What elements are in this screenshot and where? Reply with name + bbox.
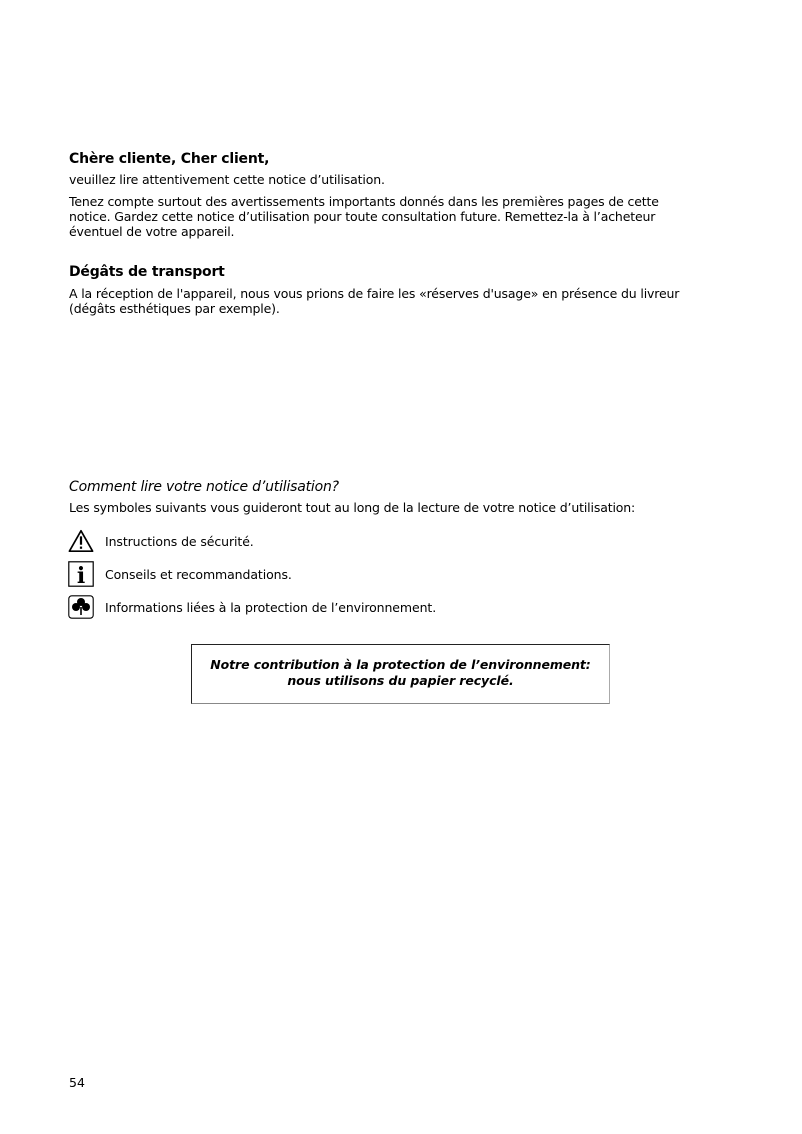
howto-intro: Les symboles suivants vous guideront tout au long de la lecture de votre notice d’utilisation: bbox=[69, 500, 636, 515]
greeting-title: Chère cliente, Cher client, bbox=[69, 151, 270, 167]
symbol-row-environment bbox=[68, 594, 436, 620]
symbol-label: Informations liées à la protection de l’environnement. bbox=[105, 599, 437, 615]
page-number: 54 bbox=[69, 1075, 85, 1090]
transport-title: Dégâts de transport bbox=[69, 264, 225, 280]
eco-notice-line: nous utilisons du papier recyclé. bbox=[287, 673, 514, 688]
paragraph-line: éventuel de votre appareil. bbox=[69, 224, 235, 239]
paragraph-line: (dégâts esthétiques par exemple). bbox=[69, 301, 280, 316]
eco-notice-box bbox=[191, 644, 610, 704]
info-icon bbox=[68, 561, 94, 587]
clover-icon bbox=[68, 594, 94, 620]
paragraph-line: notice. Gardez cette notice d’utilisation pour toute consultation future. Remettez-la à l’acheteur bbox=[69, 209, 656, 224]
symbol-row-info bbox=[68, 561, 292, 587]
svg-text:i: i bbox=[76, 563, 86, 587]
symbol-label: Conseils et recommandations. bbox=[105, 566, 292, 582]
paragraph-line: Tenez compte surtout des avertissements importants donnés dans les premières pages de cette bbox=[69, 194, 659, 209]
howto-title: Comment lire votre notice d’utilisation? bbox=[69, 479, 339, 495]
greeting-paragraph bbox=[69, 194, 659, 239]
paragraph-line: A la réception de l'appareil, nous vous prions de faire les «réserves d'usage» en présence du livreur bbox=[69, 286, 680, 301]
symbol-row-safety bbox=[68, 528, 254, 554]
transport-paragraph bbox=[69, 286, 679, 316]
greeting-line: veuillez lire attentivement cette notice d’utilisation. bbox=[69, 172, 385, 187]
symbol-label: Instructions de sécurité. bbox=[105, 533, 254, 549]
eco-notice-line: Notre contribution à la protection de l’environnement: bbox=[210, 657, 591, 672]
warning-triangle-icon bbox=[68, 528, 94, 554]
